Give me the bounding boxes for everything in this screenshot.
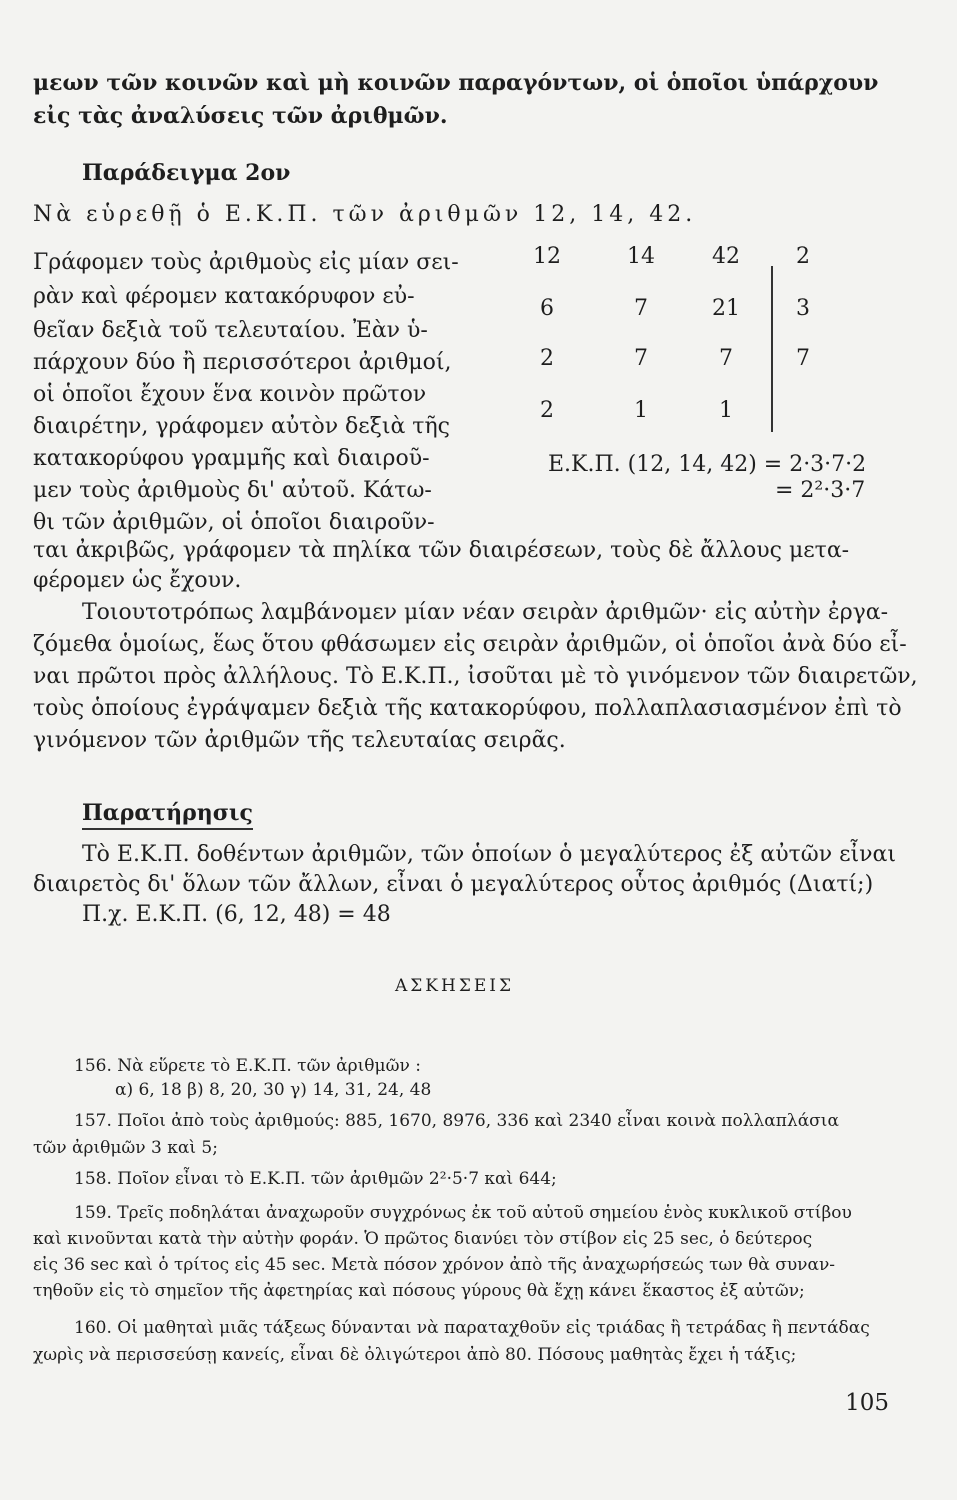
- intro-line-1: μεων τῶν κοινῶν καὶ μὴ κοινῶν παραγόντων, οἱ ὁποῖοι ὑπάρχουν: [33, 70, 879, 96]
- exercise-line: τῶν ἀριθμῶν 3 καὶ 5;: [33, 1138, 218, 1158]
- example-text-line: πάρχουν δύο ἢ περισσότεροι ἀριθμοί,: [33, 350, 452, 375]
- table-cell: 7: [796, 346, 810, 371]
- page-number: 105: [845, 1390, 889, 1416]
- table-cell: 3: [796, 296, 810, 321]
- example-text-line: θεῖαν δεξιὰ τοῦ τελευταίου. Ἐὰν ὑ-: [33, 318, 428, 343]
- example-heading: Παράδειγμα 2ον: [82, 160, 291, 186]
- exercise-line: 157. Ποῖοι ἀπὸ τοὺς ἀριθμούς: 885, 1670, 8976, 336 καὶ 2340 εἶναι κοινὰ πολλαπλάσια: [74, 1111, 839, 1131]
- example-text-line: μεν τοὺς ἀριθμοὺς δι' αὐτοῦ. Κάτω-: [33, 478, 432, 503]
- exercise-line: 158. Ποῖον εἶναι τὸ Ε.Κ.Π. τῶν ἀριθμῶν 2²·5·7 καὶ 644;: [74, 1169, 557, 1189]
- table-cell: 1: [719, 398, 733, 423]
- example-text-line: κατακορύφου γραμμῆς καὶ διαιροῦ-: [33, 446, 430, 471]
- exercise-line: τηθοῦν εἰς τὸ σημεῖον τῆς ἀφετηρίας καὶ πόσους γύρους θὰ ἔχῃ κάνει ἕκαστος ἐξ αὐτῶν;: [33, 1281, 805, 1301]
- exercise-line: χωρὶς νὰ περισσεύσῃ κανείς, εἶναι δὲ ὀλιγώτεροι ἀπὸ 80. Πόσους μαθητὰς ἔχει ἡ τάξις;: [33, 1345, 797, 1365]
- intro-line-2: εἰς τὰς ἀναλύσεις τῶν ἀριθμῶν.: [33, 103, 448, 129]
- table-cell: 12: [533, 244, 561, 269]
- observation-line: διαιρετὸς δι' ὅλων τῶν ἄλλων, εἶναι ὁ μεγαλύτερος οὗτος ἀριθμός (Διατί;): [33, 872, 874, 897]
- table-cell: 7: [634, 296, 648, 321]
- vertical-divider: [771, 266, 773, 432]
- example-text-line: ρὰν καὶ φέρομεν κατακόρυφον εὐ-: [33, 284, 415, 309]
- exercise-line: 156. Νὰ εὕρετε τὸ Ε.Κ.Π. τῶν ἀριθμῶν :: [74, 1056, 421, 1076]
- paragraph-line: γινόμενον τῶν ἀριθμῶν τῆς τελευταίας σειρᾶς.: [33, 728, 566, 753]
- table-cell: 7: [634, 346, 648, 371]
- exercise-line: καὶ κινοῦνται κατὰ τὴν αὐτὴν φοράν. Ὁ πρῶτος διανύει τὸν στίβον εἰς 25 sec, ὁ δεύτερος: [33, 1229, 813, 1249]
- table-cell: 2: [540, 346, 554, 371]
- table-cell: 21: [712, 296, 740, 321]
- example-text-line: θι τῶν ἀριθμῶν, οἱ ὁποῖοι διαιροῦν-: [33, 510, 435, 535]
- observation-heading: Παρατήρησις: [82, 800, 253, 830]
- exercise-line: 159. Τρεῖς ποδηλάται ἀναχωροῦν συγχρόνως ἐκ τοῦ αὐτοῦ σημείου ἑνὸς κυκλικοῦ στίβου: [74, 1203, 852, 1223]
- exercises-heading: ΑΣΚΗΣΕΙΣ: [395, 976, 514, 996]
- table-cell: 2: [796, 244, 810, 269]
- exercise-line: 160. Οἱ μαθηταὶ μιᾶς τάξεως δύνανται νὰ παραταχθοῦν εἰς τριάδας ἢ τετράδας ἢ πεντάδας: [74, 1318, 870, 1338]
- observation-line: Τὸ Ε.Κ.Π. δοθέντων ἀριθμῶν, τῶν ὁποίων ὁ μεγαλύτερος ἐξ αὐτῶν εἶναι: [82, 842, 896, 867]
- example-text-line: Γράφομεν τοὺς ἀριθμοὺς εἰς μίαν σει-: [33, 250, 459, 275]
- table-cell: 42: [712, 244, 740, 269]
- example-text-line: οἱ ὁποῖοι ἔχουν ἕνα κοινὸν πρῶτον: [33, 382, 427, 407]
- example-text-tail: ται ἀκριβῶς, γράφομεν τὰ πηλίκα τῶν διαιρέσεων, τοὺς δὲ ἄλλους μετα-: [33, 538, 850, 563]
- lcm-result-2: = 2²·3·7: [775, 478, 866, 503]
- table-cell: 1: [634, 398, 648, 423]
- example-text-tail: φέρομεν ὡς ἔχουν.: [33, 568, 242, 593]
- paragraph-line: ζόμεθα ὁμοίως, ἕως ὅτου φθάσωμεν εἰς σειρὰν ἀριθμῶν, οἱ ὁποῖοι ἀνὰ δύο εἶ-: [33, 632, 907, 657]
- lcm-result-1: Ε.Κ.Π. (12, 14, 42) = 2·3·7·2: [548, 452, 867, 477]
- exercise-line: α) 6, 18 β) 8, 20, 30 γ) 14, 31, 24, 48: [115, 1080, 432, 1100]
- table-cell: 7: [719, 346, 733, 371]
- table-cell: 2: [540, 398, 554, 423]
- paragraph-line: τοὺς ὁποίους ἐγράψαμεν δεξιὰ τῆς κατακορύφου, πολλαπλασιασμένον ἐπὶ τὸ: [33, 696, 902, 721]
- example-task: Νὰ εὑρεθῇ ὁ Ε.Κ.Π. τῶν ἀριθμῶν 12, 14, 42.: [33, 202, 697, 227]
- table-cell: 14: [627, 244, 655, 269]
- paragraph-line: Τοιουτοτρόπως λαμβάνομεν μίαν νέαν σειρὰν ἀριθμῶν· εἰς αὐτὴν ἐργα-: [82, 600, 889, 625]
- exercise-line: εἰς 36 sec καὶ ὁ τρίτος εἰς 45 sec. Μετὰ πόσον χρόνον ἀπὸ τῆς ἀναχωρήσεώς των θὰ συναν-: [33, 1255, 836, 1275]
- example-text-line: διαιρέτην, γράφομεν αὐτὸν δεξιὰ τῆς: [33, 414, 450, 439]
- table-cell: 6: [540, 296, 554, 321]
- observation-example: Π.χ. Ε.Κ.Π. (6, 12, 48) = 48: [82, 902, 391, 927]
- paragraph-line: ναι πρῶτοι πρὸς ἀλλήλους. Τὸ Ε.Κ.Π., ἰσοῦται μὲ τὸ γινόμενον τῶν διαιρετῶν,: [33, 664, 918, 689]
